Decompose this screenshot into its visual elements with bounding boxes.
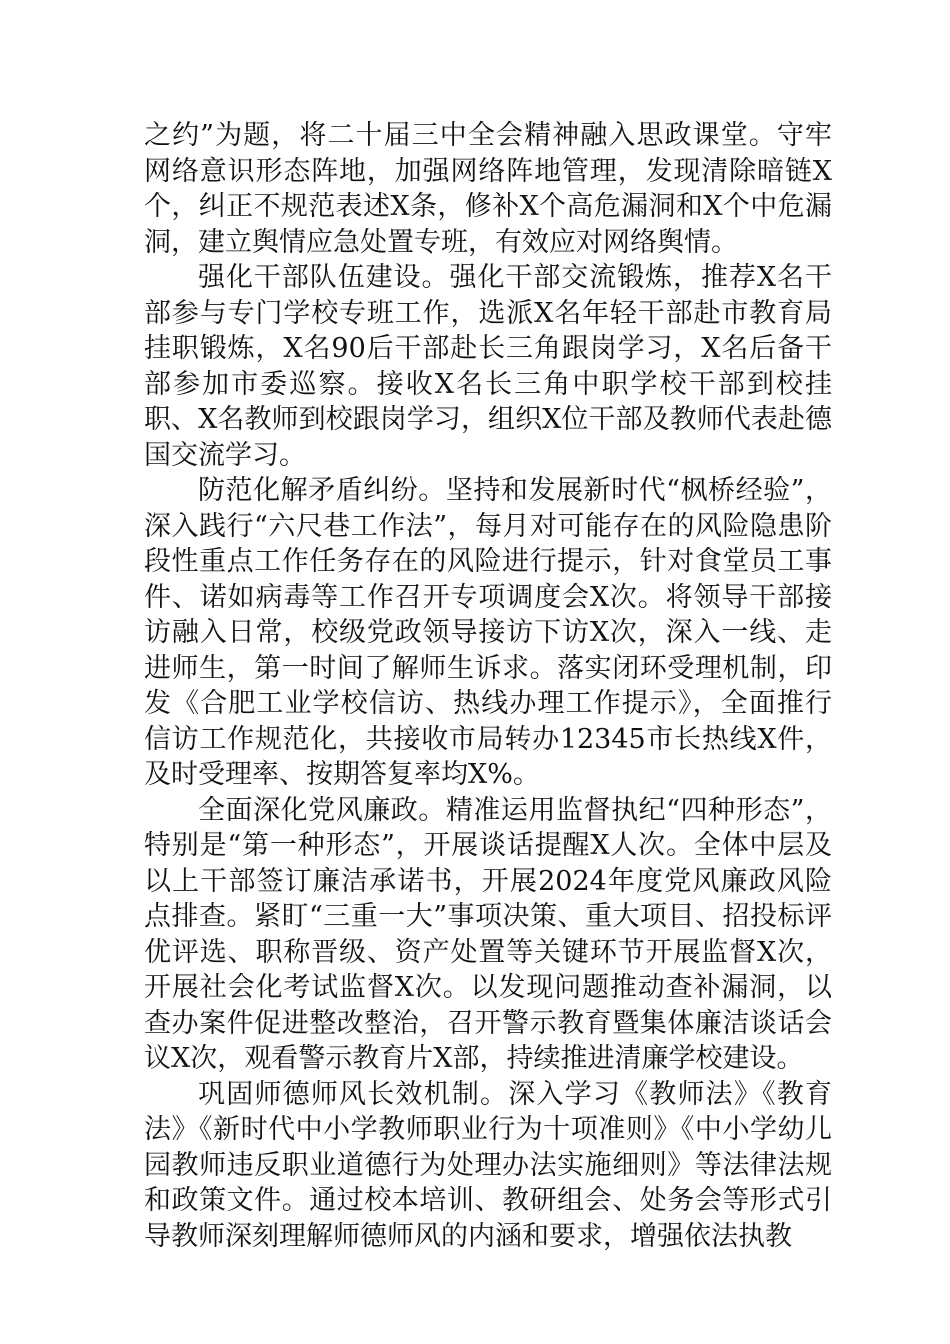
paragraph-dispute-resolution: 防范化解矛盾纠纷。坚持和发展新时代“枫桥经验”，深入践行“六尺巷工作法”，每月对可能存在的风险隐患阶段性重点工作任务存在的风险进行提示，针对食堂员工事件、诺如病毒等工作召开专项调度会X次。将领导干部接访融入日常，校级党政领导接访下访X次，深入一线、走进师生，第一时间了解师生诉求。落实闭环受理机制，印发《合肥工业学校信访、热线办理工作提示》，全面推行信访工作规范化，共接收市局转办12345市长热线X件，及时受理率、按期答复率均X%。: [144, 475, 832, 790]
paragraph-continuation: 之约”为题，将二十届三中全会精神融入思政课堂。守牢网络意识形态阵地，加强网络阵地管理，发现清除暗链X个，纠正不规范表述X条，修补X个高危漏洞和X个中危漏洞，建立舆情应急处置专班，有效应对网络舆情。: [144, 120, 832, 258]
paragraph-teacher-ethics: 巩固师德师风长效机制。深入学习《教师法》《教育法》《新时代中小学教师职业行为十项准则》《中小学幼儿园教师违反职业道德行为处理办法实施细则》等法律法规和政策文件。通过校本培训、教研组会、处务会等形式引导教师深刻理解师德师风的内涵和要求，增强依法执教: [144, 1078, 832, 1252]
paragraph-party-integrity: 全面深化党风廉政。精准运用监督执纪“四种形态”，特别是“第一种形态”，开展谈话提醒X人次。全体中层及以上干部签订廉洁承诺书，开展2024年度党风廉政风险点排查。紧盯“三重一大”事项决策、重大项目、招投标评优评选、职称晋级、资产处置等关键环节开展监督X次，开展社会化考试监督X次。以发现问题推动查补漏洞，以查办案件促进整改整治，召开警示教育暨集体廉洁谈话会议X次，观看警示教育片X部，持续推进清廉学校建设。: [144, 794, 832, 1074]
document-page: [144, 118, 832, 1254]
paragraph-cadre-team: 强化干部队伍建设。强化干部交流锻炼，推荐X名干部参与专门学校专班工作，选派X名年轻干部赴市教育局挂职锻炼，X名90后干部赴长三角跟岗学习，X名后备干部参加市委巡察。接收X名长三角中职学校干部到校挂职、X名教师到校跟岗学习，组织X位干部及教师代表赴德国交流学习。: [144, 262, 832, 471]
